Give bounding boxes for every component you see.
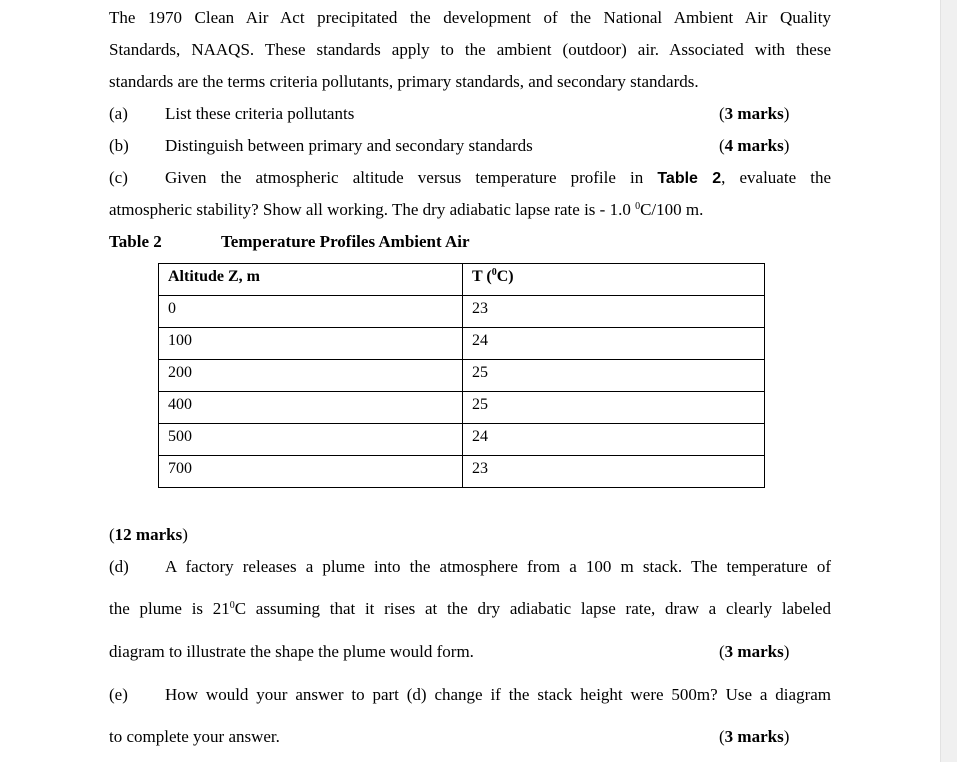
question-a-marks: (3 marks) — [719, 104, 790, 123]
temperature-profile-table — [158, 263, 765, 488]
question-d-line2-pre: the plume is 21 — [109, 599, 230, 618]
table-row — [159, 392, 765, 424]
header-temperature — [463, 264, 765, 296]
question-c-marks: (12 marks) — [109, 525, 188, 544]
question-b-text: Distinguish between primary and secondary standards — [165, 136, 533, 155]
vertical-scrollbar[interactable] — [940, 0, 957, 762]
header-temp-post: C) — [496, 268, 514, 285]
question-e-line-2: to complete your answer. — [109, 727, 280, 746]
question-c-text — [165, 162, 831, 195]
degree-superscript: 0 — [635, 201, 641, 212]
degree-superscript: 0 — [229, 600, 235, 611]
question-a-label: (a) — [109, 104, 128, 123]
question-d-line2-post: C assuming that it rises at the dry adiabatic lapse rate, draw a clearly labeled — [234, 599, 831, 618]
altitude-cell: 200 — [159, 360, 463, 392]
table-reference: Table 2 — [657, 170, 722, 187]
question-a-text: List these criteria pollutants — [165, 104, 355, 123]
temperature-cell: 24 — [463, 424, 765, 456]
question-b-marks: (4 marks) — [719, 136, 790, 155]
temperature-cell: 25 — [463, 392, 765, 424]
intro-line-2: Standards, NAAQS. These standards apply to the ambient (outdoor) air. Associated with these — [109, 40, 831, 59]
question-c-text-post: , evaluate the — [721, 168, 831, 187]
table-header-row — [159, 264, 765, 296]
table-row — [159, 456, 765, 488]
table-row — [159, 328, 765, 360]
question-e-line-1: How would your answer to part (d) change if the stack height were 500m? Use a diagram — [165, 685, 831, 704]
table-row — [159, 296, 765, 328]
question-c-line2-pre: atmospheric stability? Show all working. The dry adiabatic lapse rate is - 1.0 — [109, 200, 636, 219]
altitude-cell: 400 — [159, 392, 463, 424]
question-e-label: (e) — [109, 685, 128, 704]
table-row — [159, 424, 765, 456]
table-row — [159, 360, 765, 392]
question-d-marks: (3 marks) — [719, 642, 790, 661]
altitude-cell: 0 — [159, 296, 463, 328]
altitude-cell: 700 — [159, 456, 463, 488]
marks-value: 3 marks — [724, 104, 784, 123]
altitude-cell: 500 — [159, 424, 463, 456]
header-temp-pre: T ( — [472, 268, 492, 285]
question-c-text-pre: Given the atmospheric altitude versus temperature profile in — [165, 168, 644, 187]
question-d-line-1: A factory releases a plume into the atmosphere from a 100 m stack. The temperature of — [165, 557, 831, 576]
table-caption: Temperature Profiles Ambient Air — [221, 232, 470, 251]
altitude-cell: 100 — [159, 328, 463, 360]
intro-line-1: The 1970 Clean Air Act precipitated the development of the National Ambient Air Quality — [109, 8, 831, 27]
question-b-label: (b) — [109, 136, 129, 155]
question-d-line-3: diagram to illustrate the shape the plume would form. — [109, 642, 474, 661]
header-altitude: Altitude Z, m — [159, 264, 463, 296]
temperature-cell: 23 — [463, 296, 765, 328]
marks-value: 3 marks — [724, 642, 784, 661]
degree-superscript: 0 — [491, 267, 497, 278]
question-c-line2-post: C/100 m. — [640, 200, 704, 219]
marks-value: 12 marks — [114, 525, 183, 544]
question-d-line-2 — [109, 593, 831, 625]
temperature-cell: 25 — [463, 360, 765, 392]
question-c-label: (c) — [109, 168, 128, 187]
marks-value: 3 marks — [724, 727, 784, 746]
question-e-marks: (3 marks) — [719, 727, 790, 746]
question-c-line-2 — [109, 194, 703, 226]
temperature-cell: 24 — [463, 328, 765, 360]
question-d-label: (d) — [109, 557, 129, 576]
temperature-cell: 23 — [463, 456, 765, 488]
marks-value: 4 marks — [724, 136, 784, 155]
table-number: Table 2 — [109, 232, 162, 251]
intro-line-3: standards are the terms criteria pollutants, primary standards, and secondary standards. — [109, 72, 699, 91]
